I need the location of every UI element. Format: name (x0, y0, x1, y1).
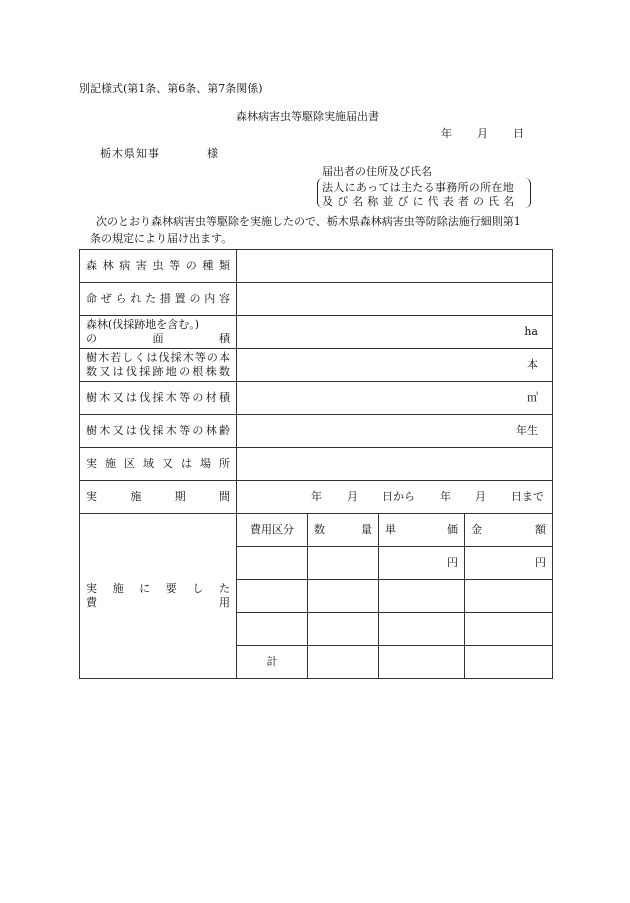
unit-price-cell[interactable] (379, 580, 465, 613)
yen-unit: 円 (535, 556, 546, 569)
volume-field[interactable] (237, 382, 553, 415)
age-unit: 年生 (516, 424, 538, 437)
row-volume (80, 382, 553, 415)
unit-price-cell[interactable] (379, 547, 465, 580)
area-label-line2: の 面 積 (86, 332, 230, 345)
measure-field[interactable] (237, 283, 553, 316)
area-unit: ha (524, 325, 538, 338)
unit-price-header: 単 価 (379, 514, 465, 547)
row-pest-type (80, 250, 553, 283)
amount-cell[interactable] (465, 547, 553, 580)
form-note: 別記様式(第1条、第6条、第7条関係) (79, 82, 263, 95)
date-day: 日 (513, 127, 524, 140)
location-field[interactable] (237, 448, 553, 481)
pest-type-label: 森林病害虫等の種類 (80, 250, 237, 283)
row-location (80, 448, 553, 481)
age-label: 樹木又は伐採木等の林齢 (80, 415, 237, 448)
date-month: 月 (477, 127, 488, 140)
total-unit-price-cell[interactable] (379, 646, 465, 679)
report-table (79, 249, 553, 679)
row-area (80, 316, 553, 349)
cost-category-header: 費用区分 (237, 514, 308, 547)
row-measure (80, 283, 553, 316)
row-period (80, 481, 553, 514)
age-field[interactable] (237, 415, 553, 448)
trees-field[interactable] (237, 349, 553, 382)
corporate-note-line2: 及 び 名 称 並 び に 代 表 者 の 氏 名 (322, 195, 515, 208)
total-amount-cell[interactable] (465, 646, 553, 679)
applicant-label: 届出者の住所及び氏名 (322, 165, 432, 178)
area-field[interactable] (237, 316, 553, 349)
total-label: 計 (237, 646, 308, 679)
period-field[interactable]: 年 月 日から 年 月 日まで (237, 481, 553, 514)
honorific: 様 (207, 147, 218, 160)
total-quantity-cell[interactable] (308, 646, 379, 679)
quantity-header: 数 量 (308, 514, 379, 547)
area-label (80, 316, 237, 349)
measure-label: 命ぜられた措置の内容 (80, 283, 237, 316)
form-title: 森林病害虫等駆除実施届出書 (236, 110, 379, 123)
cost-category-cell[interactable] (237, 580, 308, 613)
amount-cell[interactable] (465, 613, 553, 646)
pest-type-field[interactable] (237, 250, 553, 283)
amount-header: 金 額 (465, 514, 553, 547)
period-label: 実施期間 (80, 481, 237, 514)
row-age (80, 415, 553, 448)
date-year: 年 (441, 127, 452, 140)
trees-unit: 本 (527, 358, 538, 371)
trees-label: 樹木若しくは伐採木等の本 数又は伐採跡地の根株数 (80, 349, 237, 382)
yen-unit: 円 (447, 556, 458, 569)
unit-price-cell[interactable] (379, 613, 465, 646)
cost-category-cell[interactable] (237, 547, 308, 580)
cost-label: 実施に要した 費 用 (80, 514, 237, 679)
body-text-line1: 次のとおり森林病害虫等駆除を実施したので、栃木県森林病害虫等防除法施行細則第1 (96, 215, 521, 228)
volume-label: 樹木又は伐採木等の材積 (80, 382, 237, 415)
quantity-cell[interactable] (308, 580, 379, 613)
cost-category-cell[interactable] (237, 613, 308, 646)
corporate-note-line1: 法人にあっては主たる事務所の所在地 (322, 181, 514, 194)
quantity-cell[interactable] (308, 547, 379, 580)
location-label: 実施区域又は場所 (80, 448, 237, 481)
row-trees (80, 349, 553, 382)
addressee: 栃木県知事 (100, 147, 160, 160)
cost-header-row (80, 514, 553, 547)
volume-unit: ㎥ (527, 391, 538, 404)
corporate-note-bracket (317, 178, 531, 208)
area-label-line1: 森林(伐採跡地を含む。) (86, 318, 200, 331)
body-text-line2: 条の規定により届け出ます。 (90, 232, 233, 245)
quantity-cell[interactable] (308, 613, 379, 646)
amount-cell[interactable] (465, 580, 553, 613)
